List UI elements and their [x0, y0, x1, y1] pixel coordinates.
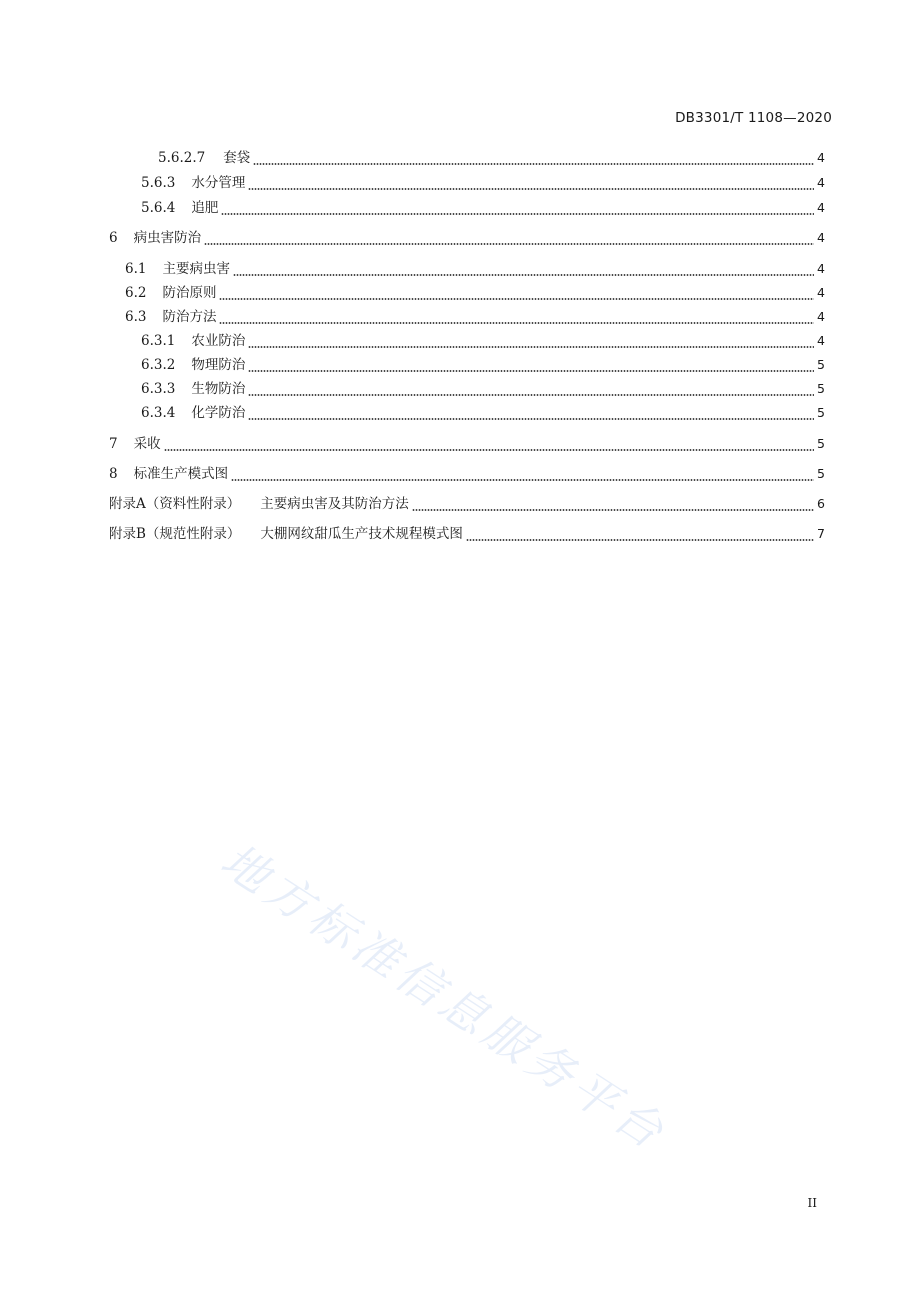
toc-entry-number: 7: [109, 436, 118, 452]
toc-leader: [221, 198, 814, 218]
toc-entry-page: 4: [817, 261, 825, 276]
toc-entry-title: 化学防治: [191, 405, 246, 421]
toc-entry-number: 5.6.3: [141, 175, 176, 191]
toc-entry-number: 6.3.3: [141, 381, 176, 397]
toc-entry-page: 5: [817, 436, 825, 451]
toc-entry-page: 4: [817, 230, 825, 245]
toc-entry-title: 病虫害防治: [133, 230, 202, 246]
toc-entry-title: 物理防治: [191, 357, 246, 373]
toc-entry[interactable]: [0, 434, 920, 454]
toc-entry-number: 5.6.2.7: [158, 150, 206, 166]
toc-entry-number: 6.3.2: [141, 357, 176, 373]
toc-entry-page: 4: [817, 175, 825, 190]
toc-entry-page: 4: [817, 333, 825, 348]
toc-entry-page: 5: [817, 357, 825, 372]
toc-entry[interactable]: [0, 173, 920, 193]
toc-entry[interactable]: [0, 403, 920, 423]
toc-entry-number: 6: [109, 230, 118, 246]
toc-entry[interactable]: [0, 494, 920, 514]
toc-entry-number: 6.1: [125, 261, 147, 277]
toc-entry-page: 6: [817, 496, 825, 511]
toc-entry[interactable]: [0, 524, 920, 544]
toc-leader: [248, 379, 814, 399]
toc-entry[interactable]: [0, 283, 920, 303]
toc-entry-number: 附录A（资料性附录）: [109, 496, 241, 512]
page-number: II: [807, 1196, 817, 1210]
toc-entry-number: 6.3.1: [141, 333, 176, 349]
toc-entry-page: 4: [817, 150, 825, 165]
toc-entry[interactable]: [0, 355, 920, 375]
toc-leader: [233, 259, 814, 279]
toc-leader: [248, 355, 814, 375]
toc-entry-number: 8: [109, 466, 118, 482]
toc-entry-title: 水分管理: [191, 175, 246, 191]
toc-leader: [204, 228, 814, 248]
toc-entry-title: 追肥: [191, 200, 219, 216]
toc-entry-title: 防治原则: [162, 285, 217, 301]
toc-entry-number: 附录B（规范性附录）: [109, 526, 241, 542]
toc-leader: [219, 283, 814, 303]
toc-entry-page: 5: [817, 405, 825, 420]
toc-entry-number: 6.2: [125, 285, 147, 301]
toc-entry-title: 采收: [133, 436, 161, 452]
toc-leader: [248, 331, 814, 351]
toc-entry-page: 4: [817, 309, 825, 324]
toc-entry-page: 4: [817, 285, 825, 300]
toc-entry-title: 大棚网纹甜瓜生产技术规程模式图: [260, 526, 463, 542]
toc-entry-number: 6.3.4: [141, 405, 176, 421]
toc-entry[interactable]: [0, 379, 920, 399]
toc-leader: [219, 307, 814, 327]
toc-entry[interactable]: [0, 259, 920, 279]
toc-entry[interactable]: [0, 331, 920, 351]
toc-leader: [466, 524, 814, 544]
toc-entry-title: 套袋: [223, 150, 251, 166]
toc-leader: [248, 173, 814, 193]
toc-leader: [248, 403, 814, 423]
toc-entry-page: 7: [817, 526, 825, 541]
toc-entry-title: 主要病虫害: [162, 261, 230, 277]
toc-entry-page: 4: [817, 200, 825, 215]
toc-leader: [412, 494, 814, 514]
toc-entry-page: 5: [817, 466, 825, 481]
toc-entry[interactable]: [0, 307, 920, 327]
toc-entry-title: 生物防治: [191, 381, 246, 397]
toc-entry-page: 5: [817, 381, 825, 396]
toc-entry-title: 标准生产模式图: [133, 466, 229, 482]
watermark-text: 地方标准信息服务平台: [211, 832, 678, 1162]
toc-entry[interactable]: [0, 198, 920, 218]
toc-entry-number: 5.6.4: [141, 200, 176, 216]
toc-entry-number: 6.3: [125, 309, 147, 325]
toc-entry-title: 农业防治: [191, 333, 246, 349]
toc-entry-title: 主要病虫害及其防治方法: [260, 496, 409, 512]
toc-leader: [253, 148, 814, 168]
doc-code: DB3301/T 1108—2020: [675, 110, 832, 126]
toc-leader: [164, 434, 814, 454]
toc-entry[interactable]: [0, 464, 920, 484]
toc-leader: [231, 464, 814, 484]
toc-entry-title: 防治方法: [162, 309, 217, 325]
toc-entry[interactable]: [0, 148, 920, 168]
toc-entry[interactable]: [0, 228, 920, 248]
